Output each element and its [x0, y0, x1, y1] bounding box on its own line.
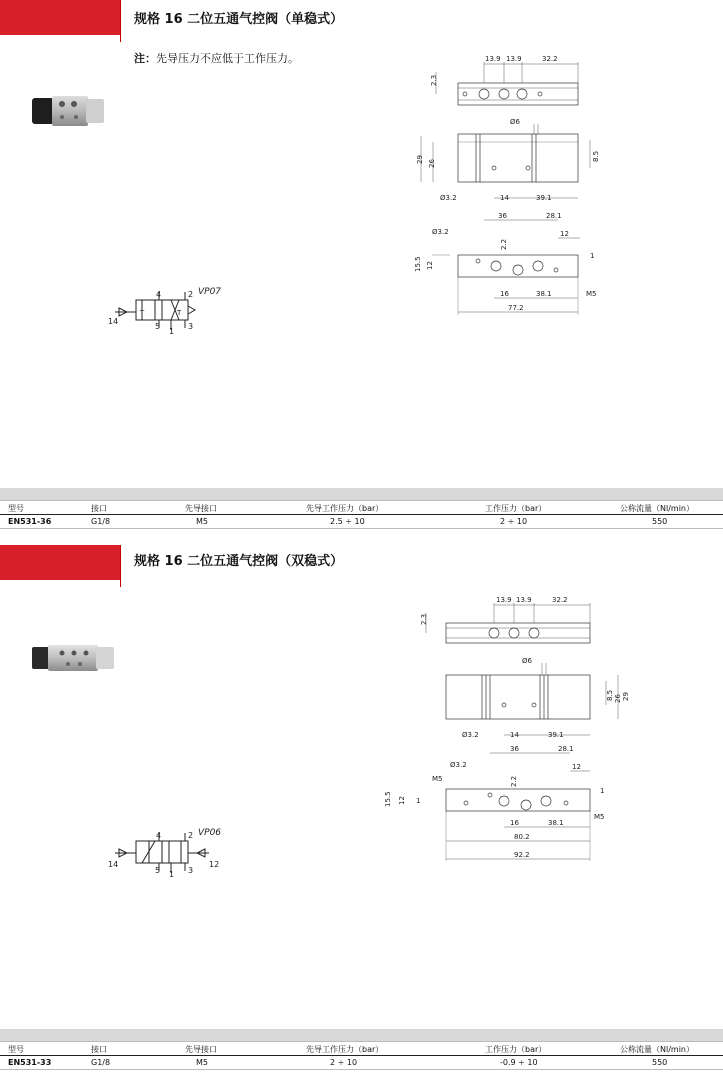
- table-band: [0, 488, 723, 500]
- symbol-code: VP06: [198, 828, 222, 838]
- header-working-pressure: 工作压力（bar）: [485, 504, 547, 513]
- cell-port: G1/8: [91, 517, 111, 526]
- note-label: 注：: [134, 52, 156, 65]
- dim-bot-10: M5: [594, 813, 605, 821]
- port-1: 1: [169, 870, 175, 879]
- dim-top-1: 13.9: [516, 596, 532, 604]
- dim-bot-4: M5: [432, 775, 443, 783]
- dim-bot-6: 12: [426, 261, 434, 270]
- dim-bot-9: 38.1: [536, 290, 552, 298]
- dim-bot-1: 36: [498, 212, 507, 220]
- port-4: 4: [156, 290, 162, 299]
- section-divider: [120, 545, 121, 587]
- cell-working-pressure: 2 ÷ 10: [500, 517, 528, 526]
- dim-bot-0: Ø3.2: [432, 228, 449, 236]
- cell-pilot-port: M5: [196, 1058, 208, 1067]
- table-row: [0, 1056, 723, 1070]
- valve-photo: [22, 90, 114, 132]
- dim-mid-4: Ø3.2: [462, 731, 479, 739]
- dim-bot-5: 15.5: [414, 256, 422, 272]
- cell-pilot-port: M5: [196, 517, 208, 526]
- port-5: 5: [155, 866, 161, 875]
- cell-model: EN531-33: [8, 1058, 52, 1067]
- port-3: 3: [188, 322, 194, 331]
- dim-bot-2: 28.1: [546, 212, 562, 220]
- dim-mid-3: 8.5: [592, 150, 600, 162]
- cell-pilot-pressure: 2.5 ÷ 10: [330, 517, 365, 526]
- dim-top-0: 13.9: [485, 55, 501, 63]
- pneumatic-symbol: [105, 827, 235, 879]
- section-divider: [120, 0, 121, 42]
- dim-top-2: 32.2: [552, 596, 568, 604]
- spec-table: [0, 488, 723, 529]
- table-header-row: [0, 1041, 723, 1056]
- cell-working-pressure: -0.9 ÷ 10: [500, 1058, 538, 1067]
- dim-mid-1: 8.5: [606, 689, 614, 701]
- dim-mid-4: Ø3.2: [440, 194, 457, 202]
- section-note: [134, 50, 299, 66]
- dim-bot-10: M5: [586, 290, 597, 298]
- header-nominal-flow: 公称流量（Nl/min）: [620, 504, 694, 513]
- header-pilot-pressure: 先导工作压力（bar）: [306, 1045, 384, 1054]
- header-model: 型号: [8, 1045, 24, 1054]
- cell-pilot-pressure: 2 ÷ 10: [330, 1058, 358, 1067]
- dim-mid-0: Ø6: [522, 657, 532, 665]
- header-model: 型号: [8, 504, 24, 513]
- dim-top-3: 2.3: [430, 74, 438, 86]
- cell-model: EN531-36: [8, 517, 52, 526]
- port-14: 14: [108, 860, 119, 869]
- dim-bot-0: Ø3.2: [450, 761, 467, 769]
- dim-bot-8: 16: [500, 290, 509, 298]
- dimension-drawing: [380, 593, 630, 868]
- dim-bot-4: 2.2: [500, 238, 508, 250]
- dim-bot-7: 12: [398, 796, 406, 805]
- port-4: 4: [156, 831, 162, 840]
- dim-mid-3: 29: [622, 692, 630, 701]
- port-2: 2: [188, 831, 194, 840]
- cell-port: G1/8: [91, 1058, 111, 1067]
- table-row: [0, 515, 723, 529]
- section-marker: [0, 545, 120, 580]
- dim-bot-9: 1: [600, 787, 605, 795]
- dim-mid-2: 26: [428, 159, 436, 168]
- dim-mid-1: 29: [416, 155, 424, 164]
- dim-top-3: 2.3: [420, 613, 428, 625]
- dim-bot-1: 36: [510, 745, 519, 753]
- dim-bot-11: 16: [510, 819, 519, 827]
- header-pilot-port: 先导接口: [185, 1045, 217, 1054]
- dim-bot-5: 2.2: [510, 775, 518, 787]
- dim-bot-12: 38.1: [548, 819, 564, 827]
- section-title: 规格 16 二位五通气控阀（双稳式）: [134, 554, 344, 569]
- dim-bot-13: 80.2: [514, 833, 530, 841]
- header-port: 接口: [91, 1045, 107, 1054]
- exhaust-t-right: T: [177, 309, 182, 317]
- dim-mid-5: 14: [510, 731, 519, 739]
- dim-bot-7: 1: [590, 252, 595, 260]
- dim-mid-6: 39.1: [536, 194, 552, 202]
- dim-bot-2: 28.1: [558, 745, 574, 753]
- dim-mid-6: 39.1: [548, 731, 564, 739]
- note-text: 先导压力不应低于工作压力。: [156, 52, 299, 65]
- dim-top-0: 13.9: [496, 596, 512, 604]
- port-12: 12: [209, 860, 220, 869]
- dim-mid-5: 14: [500, 194, 509, 202]
- header-working-pressure: 工作压力（bar）: [485, 1045, 547, 1054]
- symbol-code: VP07: [198, 287, 222, 297]
- table-band: [0, 1029, 723, 1041]
- pneumatic-symbol: [105, 284, 245, 336]
- header-pilot-port: 先导接口: [185, 504, 217, 513]
- dim-mid-0: Ø6: [510, 118, 520, 126]
- table-header-row: [0, 500, 723, 515]
- header-port: 接口: [91, 504, 107, 513]
- cell-nominal-flow: 550: [652, 1058, 668, 1067]
- dim-bot-3: 12: [572, 763, 581, 771]
- dim-mid-2: 26: [614, 694, 622, 703]
- section-title: 规格 16 二位五通气控阀（单稳式）: [134, 12, 344, 27]
- dim-bot-11: 77.2: [508, 304, 524, 312]
- cell-nominal-flow: 550: [652, 517, 668, 526]
- header-nominal-flow: 公称流量（Nl/min）: [620, 1045, 694, 1054]
- port-2: 2: [188, 290, 194, 299]
- header-pilot-pressure: 先导工作压力（bar）: [306, 504, 384, 513]
- exhaust-t-left: T: [140, 309, 145, 317]
- port-3: 3: [188, 866, 194, 875]
- port-1: 1: [169, 327, 175, 336]
- port-14: 14: [108, 317, 119, 326]
- dim-bot-3: 12: [560, 230, 569, 238]
- dimension-drawing: [410, 50, 610, 320]
- dim-bot-8: 1: [416, 797, 421, 805]
- section-marker: [0, 0, 120, 35]
- dim-top-2: 32.2: [542, 55, 558, 63]
- spec-table: [0, 1029, 723, 1070]
- port-5: 5: [155, 322, 161, 331]
- dim-bot-14: 92.2: [514, 851, 530, 859]
- dim-bot-6: 15.5: [384, 791, 392, 807]
- dim-top-1: 13.9: [506, 55, 522, 63]
- valve-photo: [28, 641, 120, 677]
